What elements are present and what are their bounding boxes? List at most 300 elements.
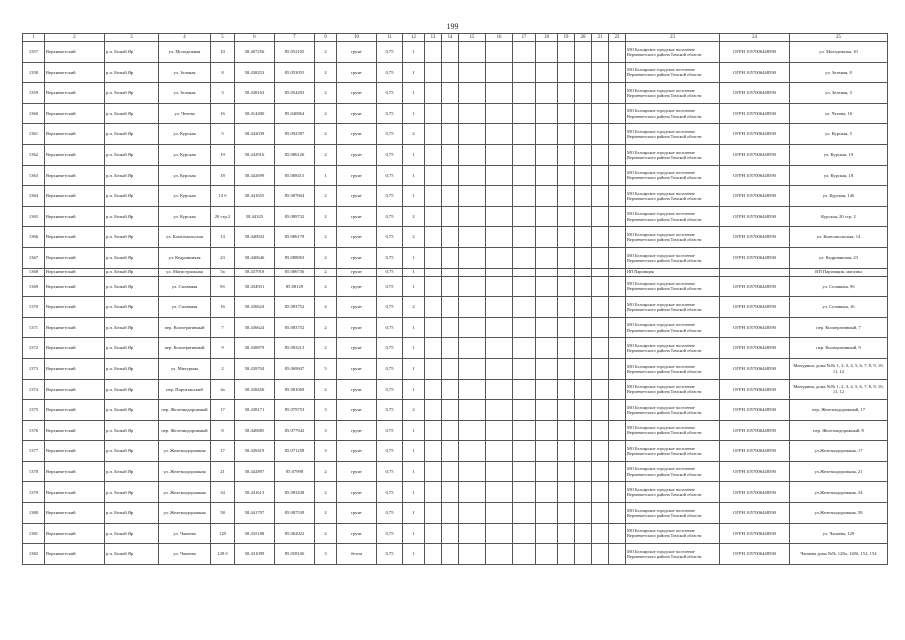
empty-cell xyxy=(558,420,575,441)
surface-type-cell: грунт xyxy=(337,124,377,145)
house-number-cell: 9б xyxy=(211,276,235,297)
empty-cell xyxy=(592,420,609,441)
latitude-cell: 58.438163 xyxy=(235,83,275,104)
district-cell: Верхнекетский xyxy=(45,247,105,268)
count-cell: 1 xyxy=(403,83,425,104)
empty-cell xyxy=(592,338,609,359)
container-count-cell: 2 xyxy=(315,186,337,207)
container-volume-cell: 0,75 xyxy=(377,441,403,462)
column-number-header: 11 xyxy=(377,34,403,42)
empty-cell xyxy=(558,227,575,248)
empty-cell xyxy=(536,62,558,83)
source-address-cell: ул. Сплавная, 16 xyxy=(790,297,888,318)
row-number: 1363 xyxy=(23,165,45,186)
district-cell: Верхнекетский xyxy=(45,400,105,421)
empty-cell xyxy=(459,62,486,83)
container-count-cell: 2 xyxy=(315,103,337,124)
empty-cell xyxy=(558,247,575,268)
row-number: 1358 xyxy=(23,62,45,83)
table-row xyxy=(23,379,888,400)
source-address-cell: пер. Железнодорожный, 17 xyxy=(790,400,888,421)
table-row xyxy=(23,186,888,207)
empty-cell xyxy=(536,441,558,462)
empty-cell xyxy=(609,268,626,276)
column-number-header: 2 xyxy=(45,34,105,42)
house-number-cell: 58 xyxy=(211,503,235,524)
column-number-header: 12 xyxy=(403,34,425,42)
row-number: 1365 xyxy=(23,206,45,227)
empty-cell xyxy=(513,482,536,503)
surface-type-cell: грунт xyxy=(337,317,377,338)
column-number-header: 15 xyxy=(459,34,486,42)
count-cell: 2 xyxy=(403,400,425,421)
ogrn-cell: ОГРН 1057006448590 xyxy=(720,420,790,441)
house-number-cell: 20 стр.2 xyxy=(211,206,235,227)
table-row xyxy=(23,297,888,318)
page-number: 199 xyxy=(446,22,459,31)
container-count-cell: 2 xyxy=(315,338,337,359)
count-cell: 2 xyxy=(403,297,425,318)
table-row xyxy=(23,503,888,524)
row-number: 1372 xyxy=(23,338,45,359)
empty-cell xyxy=(425,338,442,359)
row-number: 1377 xyxy=(23,441,45,462)
container-volume-cell: 0,75 xyxy=(377,358,403,379)
latitude-cell: 58.438456 xyxy=(235,379,275,400)
latitude-cell: 58.440932 xyxy=(235,227,275,248)
surface-type-cell: грунт xyxy=(337,523,377,544)
column-number-header: 13 xyxy=(425,34,442,42)
empty-cell xyxy=(486,400,513,421)
empty-cell xyxy=(536,186,558,207)
owner-cell: МО Белоярское городское поселение Верхнекетского района Томской области xyxy=(626,482,720,503)
surface-type-cell: грунт xyxy=(337,338,377,359)
house-number-cell: 4а xyxy=(211,379,235,400)
row-number: 1379 xyxy=(23,482,45,503)
owner-cell: МО Белоярское городское поселение Верхнекетского района Томской области xyxy=(626,379,720,400)
row-number: 1369 xyxy=(23,276,45,297)
empty-cell xyxy=(486,165,513,186)
empty-cell xyxy=(536,338,558,359)
empty-cell xyxy=(459,268,486,276)
table-row xyxy=(23,400,888,421)
empty-cell xyxy=(486,544,513,565)
count-cell: 1 xyxy=(403,503,425,524)
empty-cell xyxy=(459,165,486,186)
owner-cell: МО Белоярское городское поселение Верхнекетского района Томской области xyxy=(626,103,720,124)
house-number-cell: 17 xyxy=(211,400,235,421)
surface-type-cell: грунт xyxy=(337,297,377,318)
empty-cell xyxy=(425,400,442,421)
empty-cell xyxy=(558,461,575,482)
column-number-header: 22 xyxy=(609,34,626,42)
table-row xyxy=(23,247,888,268)
empty-cell xyxy=(575,42,592,63)
empty-cell xyxy=(459,124,486,145)
empty-cell xyxy=(442,379,459,400)
count-cell: 1 xyxy=(403,523,425,544)
settlement-cell: р.п. Белый Яр xyxy=(105,523,159,544)
column-number-header: 3 xyxy=(105,34,159,42)
count-cell: 1 xyxy=(403,165,425,186)
empty-cell xyxy=(592,523,609,544)
empty-cell xyxy=(575,523,592,544)
empty-cell xyxy=(536,482,558,503)
district-cell: Верхнекетский xyxy=(45,338,105,359)
house-number-cell: 8 xyxy=(211,420,235,441)
empty-cell xyxy=(609,276,626,297)
column-number-header: 7 xyxy=(275,34,315,42)
container-count-cell: 2 xyxy=(315,83,337,104)
owner-cell: МО Белоярское городское поселение Верхнекетского района Томской области xyxy=(626,62,720,83)
empty-cell xyxy=(513,144,536,165)
count-cell: 1 xyxy=(403,441,425,462)
empty-cell xyxy=(425,268,442,276)
empty-cell xyxy=(536,103,558,124)
empty-cell xyxy=(425,124,442,145)
count-cell: 1 xyxy=(403,276,425,297)
latitude-cell: 58.442699 xyxy=(235,165,275,186)
empty-cell xyxy=(575,227,592,248)
empty-cell xyxy=(575,297,592,318)
empty-cell xyxy=(486,144,513,165)
empty-cell xyxy=(592,206,609,227)
owner-cell: МО Белоярское городское поселение Верхнекетского района Томской области xyxy=(626,206,720,227)
longitude-cell: 85.088963 xyxy=(275,247,315,268)
empty-cell xyxy=(558,62,575,83)
empty-cell xyxy=(558,400,575,421)
empty-cell xyxy=(536,144,558,165)
settlement-cell: р.п. Белый Яр xyxy=(105,461,159,482)
table-row xyxy=(23,206,888,227)
empty-cell xyxy=(425,144,442,165)
container-count-cell: 2 xyxy=(315,247,337,268)
empty-cell xyxy=(486,358,513,379)
column-number-header: 10 xyxy=(337,34,377,42)
count-cell: 1 xyxy=(403,358,425,379)
row-number: 1374 xyxy=(23,379,45,400)
street-cell: пер. Партизанский xyxy=(159,379,211,400)
house-number-cell: 8 xyxy=(211,62,235,83)
empty-cell xyxy=(558,358,575,379)
district-cell: Верхнекетский xyxy=(45,227,105,248)
table-row xyxy=(23,276,888,297)
container-volume-cell: 0,75 xyxy=(377,227,403,248)
count-cell: 1 xyxy=(403,420,425,441)
empty-cell xyxy=(425,276,442,297)
settlement-cell: р.п. Белый Яр xyxy=(105,42,159,63)
empty-cell xyxy=(558,144,575,165)
empty-cell xyxy=(513,83,536,104)
row-number: 1370 xyxy=(23,297,45,318)
empty-cell xyxy=(425,317,442,338)
source-address-cell: ул. Курская, 19 xyxy=(790,144,888,165)
row-number: 1381 xyxy=(23,523,45,544)
empty-cell xyxy=(536,268,558,276)
street-cell: пер. Кооперативный xyxy=(159,317,211,338)
row-number: 1364 xyxy=(23,186,45,207)
empty-cell xyxy=(609,206,626,227)
empty-cell xyxy=(459,186,486,207)
surface-type-cell: грунт xyxy=(337,358,377,379)
source-address-cell: Курская, 20 стр. 2 xyxy=(790,206,888,227)
row-number: 1375 xyxy=(23,400,45,421)
container-volume-cell: 0,75 xyxy=(377,268,403,276)
district-cell: Верхнекетский xyxy=(45,358,105,379)
empty-cell xyxy=(513,441,536,462)
house-number-cell: 2 xyxy=(211,358,235,379)
empty-cell xyxy=(425,379,442,400)
owner-cell: МО Белоярское городское поселение Верхнекетского района Томской области xyxy=(626,165,720,186)
latitude-cell: 58.414490 xyxy=(235,103,275,124)
district-cell: Верхнекетский xyxy=(45,420,105,441)
empty-cell xyxy=(442,165,459,186)
source-address-cell: ИП Паромщик, магазин xyxy=(790,268,888,276)
owner-cell: МО Белоярское городское поселение Верхнекетского района Томской области xyxy=(626,503,720,524)
house-number-cell: 10 xyxy=(211,42,235,63)
settlement-cell: р.п. Белый Яр xyxy=(105,247,159,268)
source-address-cell: ул. Зеленая, 8 xyxy=(790,62,888,83)
district-cell: Верхнекетский xyxy=(45,124,105,145)
empty-cell xyxy=(486,482,513,503)
empty-cell xyxy=(609,482,626,503)
settlement-cell: р.п. Белый Яр xyxy=(105,62,159,83)
source-address-cell: ул. Комсомольская, 14 xyxy=(790,227,888,248)
surface-type-cell: грунт xyxy=(337,62,377,83)
empty-cell xyxy=(592,482,609,503)
empty-cell xyxy=(459,420,486,441)
source-address-cell: пер. Кооперативный, 9 xyxy=(790,338,888,359)
waste-sites-table xyxy=(22,33,888,565)
empty-cell xyxy=(425,103,442,124)
empty-cell xyxy=(459,206,486,227)
settlement-cell: р.п. Белый Яр xyxy=(105,379,159,400)
column-number-header: 17 xyxy=(513,34,536,42)
empty-cell xyxy=(513,247,536,268)
surface-type-cell: грунт xyxy=(337,144,377,165)
empty-cell xyxy=(425,461,442,482)
empty-cell xyxy=(459,338,486,359)
ogrn-cell: ОГРН 1057006448590 xyxy=(720,276,790,297)
latitude-cell: 58.442897 xyxy=(235,461,275,482)
empty-cell xyxy=(513,544,536,565)
empty-cell xyxy=(486,206,513,227)
empty-cell xyxy=(558,503,575,524)
source-address-cell: ул.Железнодорожная, 21 xyxy=(790,461,888,482)
empty-cell xyxy=(425,523,442,544)
district-cell: Верхнекетский xyxy=(45,503,105,524)
district-cell: Верхнекетский xyxy=(45,276,105,297)
count-cell: 2 xyxy=(403,206,425,227)
table-row xyxy=(23,338,888,359)
street-cell: ул. Курская xyxy=(159,206,211,227)
settlement-cell: р.п. Белый Яр xyxy=(105,124,159,145)
source-address-cell: ул. Зеленая, 3 xyxy=(790,83,888,104)
empty-cell xyxy=(513,338,536,359)
empty-cell xyxy=(536,400,558,421)
table-row xyxy=(23,144,888,165)
empty-cell xyxy=(609,317,626,338)
district-cell: Верхнекетский xyxy=(45,42,105,63)
longitude-cell: 85.08129 xyxy=(275,276,315,297)
latitude-cell: 58.407256 xyxy=(235,42,275,63)
row-number: 1368 xyxy=(23,268,45,276)
empty-cell xyxy=(442,227,459,248)
street-cell: ул. Железнодорожная xyxy=(159,482,211,503)
empty-cell xyxy=(609,420,626,441)
empty-cell xyxy=(459,144,486,165)
column-number-header: 24 xyxy=(720,34,790,42)
district-cell: Верхнекетский xyxy=(45,482,105,503)
empty-cell xyxy=(442,461,459,482)
empty-cell xyxy=(486,523,513,544)
empty-cell xyxy=(459,482,486,503)
empty-cell xyxy=(425,42,442,63)
row-number: 1378 xyxy=(23,461,45,482)
house-number-cell: 21 xyxy=(211,461,235,482)
table-row xyxy=(23,62,888,83)
district-cell: Верхнекетский xyxy=(45,103,105,124)
ogrn-cell: ОГРН 1057006448590 xyxy=(720,482,790,503)
street-cell: ул. Чапаева xyxy=(159,544,211,565)
empty-cell xyxy=(609,297,626,318)
surface-type-cell: грунт xyxy=(337,42,377,63)
empty-cell xyxy=(513,297,536,318)
empty-cell xyxy=(592,144,609,165)
empty-cell xyxy=(486,276,513,297)
house-number-cell: 16 xyxy=(211,103,235,124)
table-row xyxy=(23,103,888,124)
table-row xyxy=(23,358,888,379)
empty-cell xyxy=(459,103,486,124)
owner-cell: МО Белоярское городское поселение Верхнекетского района Томской области xyxy=(626,276,720,297)
empty-cell xyxy=(575,461,592,482)
empty-cell xyxy=(592,186,609,207)
empty-cell xyxy=(486,62,513,83)
district-cell: Верхнекетский xyxy=(45,83,105,104)
source-address-cell: ул.Железнодорожная, 17 xyxy=(790,441,888,462)
count-cell: 1 xyxy=(403,482,425,503)
container-count-cell: 4 xyxy=(315,297,337,318)
container-volume-cell: 0,75 xyxy=(377,503,403,524)
column-number-header: 19 xyxy=(558,34,575,42)
longitude-cell: 85.062022 xyxy=(275,523,315,544)
empty-cell xyxy=(513,186,536,207)
owner-cell: МО Белоярское городское поселение Верхнекетского района Томской области xyxy=(626,441,720,462)
house-number-cell: 16 xyxy=(211,297,235,318)
empty-cell xyxy=(609,124,626,145)
source-address-cell: Мичурина, дома №№ 1, 2, 3, 4, 5, 6, 7, 8, 9, 10, 11, 12 xyxy=(790,379,888,400)
district-cell: Верхнекетский xyxy=(45,379,105,400)
empty-cell xyxy=(459,297,486,318)
empty-cell xyxy=(558,276,575,297)
district-cell: Верхнекетский xyxy=(45,62,105,83)
empty-cell xyxy=(486,317,513,338)
settlement-cell: р.п. Белый Яр xyxy=(105,227,159,248)
settlement-cell: р.п. Белый Яр xyxy=(105,482,159,503)
empty-cell xyxy=(442,276,459,297)
source-address-cell: пер. Железнодорожный, 8 xyxy=(790,420,888,441)
container-volume-cell: 0,75 xyxy=(377,144,403,165)
column-number-header: 14 xyxy=(442,34,459,42)
count-cell: 1 xyxy=(403,379,425,400)
empty-cell xyxy=(442,206,459,227)
empty-cell xyxy=(442,83,459,104)
empty-cell xyxy=(558,544,575,565)
column-number-header: 6 xyxy=(235,34,275,42)
district-cell: Верхнекетский xyxy=(45,165,105,186)
empty-cell xyxy=(513,227,536,248)
table-row xyxy=(23,420,888,441)
empty-cell xyxy=(558,297,575,318)
empty-cell xyxy=(558,482,575,503)
latitude-cell: 58.438171 xyxy=(235,400,275,421)
empty-cell xyxy=(513,276,536,297)
empty-cell xyxy=(536,276,558,297)
longitude-cell: 85.079753 xyxy=(275,400,315,421)
empty-cell xyxy=(558,441,575,462)
column-number-header: 5 xyxy=(211,34,235,42)
house-number-cell: 17 xyxy=(211,441,235,462)
empty-cell xyxy=(442,268,459,276)
longitude-cell: 85.086178 xyxy=(275,227,315,248)
empty-cell xyxy=(609,247,626,268)
street-cell: ул. Курская xyxy=(159,144,211,165)
table-row xyxy=(23,227,888,248)
container-volume-cell: 0,75 xyxy=(377,338,403,359)
empty-cell xyxy=(513,62,536,83)
empty-cell xyxy=(575,420,592,441)
longitude-cell: 85.086126 xyxy=(275,144,315,165)
street-cell: ул. Молодежная xyxy=(159,42,211,63)
ogrn-cell: ОГРН 1057006448590 xyxy=(720,297,790,318)
latitude-cell: 58.438879 xyxy=(235,338,275,359)
street-cell: ул. Курская xyxy=(159,124,211,145)
container-count-cell: 1 xyxy=(315,165,337,186)
longitude-cell: 85.086736 xyxy=(275,268,315,276)
count-cell: 1 xyxy=(403,268,425,276)
empty-cell xyxy=(513,317,536,338)
surface-type-cell: бетон xyxy=(337,544,377,565)
count-cell: 1 xyxy=(403,103,425,124)
latitude-cell: 58.442916 xyxy=(235,144,275,165)
empty-cell xyxy=(513,420,536,441)
ogrn-cell: ОГРН 1057006448590 xyxy=(720,103,790,124)
empty-cell xyxy=(442,441,459,462)
ogrn-cell: ОГРН 1057006448590 xyxy=(720,42,790,63)
empty-cell xyxy=(609,503,626,524)
empty-cell xyxy=(592,42,609,63)
container-count-cell: 2 xyxy=(315,379,337,400)
empty-cell xyxy=(425,358,442,379)
container-count-cell: 2 xyxy=(315,227,337,248)
count-cell: 1 xyxy=(403,247,425,268)
empty-cell xyxy=(536,247,558,268)
source-address-cell: Мичурина, дома №№ 1, 2, 3, 4, 5, 6, 7, 8, 9, 10, 11, 12 xyxy=(790,358,888,379)
empty-cell xyxy=(459,400,486,421)
row-number: 1361 xyxy=(23,124,45,145)
ogrn-cell: ОГРН 1057006448590 xyxy=(720,124,790,145)
empty-cell xyxy=(536,227,558,248)
empty-cell xyxy=(536,503,558,524)
count-cell: 1 xyxy=(403,317,425,338)
container-count-cell: 2 xyxy=(315,268,337,276)
container-count-cell: 2 xyxy=(315,62,337,83)
empty-cell xyxy=(592,441,609,462)
empty-cell xyxy=(575,206,592,227)
district-cell: Верхнекетский xyxy=(45,206,105,227)
count-cell: 2 xyxy=(403,227,425,248)
